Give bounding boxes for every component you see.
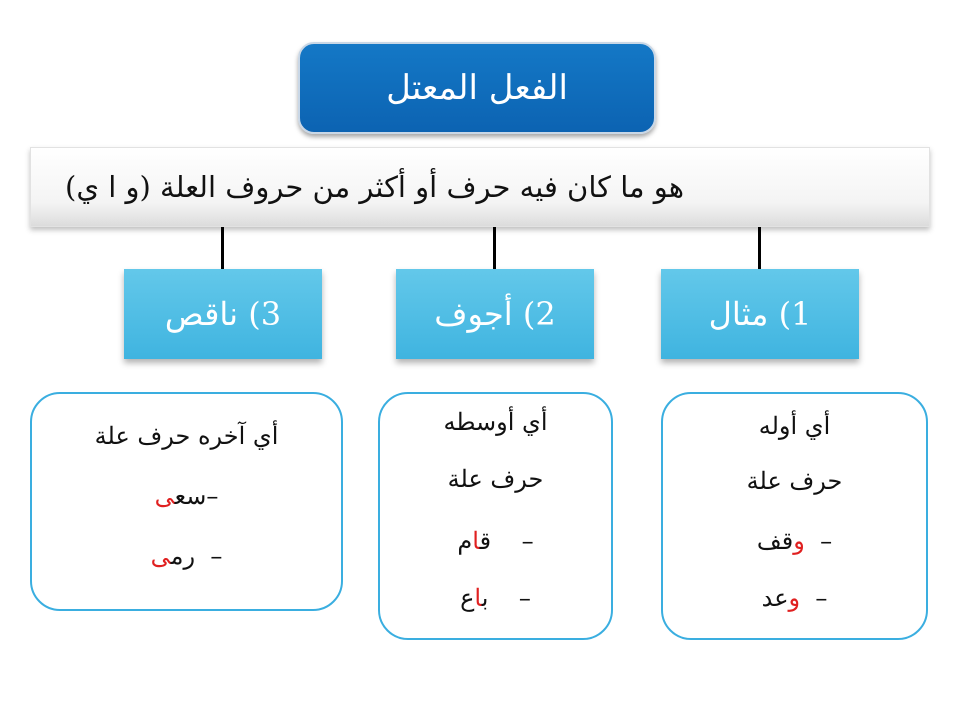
category-mithal — [661, 269, 859, 359]
description-line: حرف علة — [746, 467, 843, 495]
category-label: 2) أجوف — [434, 295, 556, 333]
word-rest: قف — [756, 527, 794, 555]
vowel-letter: و — [793, 527, 805, 555]
word-start: ق — [479, 527, 492, 555]
dash: – — [518, 584, 531, 612]
dash: – — [815, 584, 828, 612]
example-word — [32, 542, 341, 570]
definition-bar — [30, 147, 930, 227]
description-line: أي آخره حرف علة — [94, 422, 279, 450]
category-label: 3) ناقص — [164, 295, 282, 333]
category-naqis — [124, 269, 322, 359]
title-box — [298, 42, 656, 134]
connector-line-2 — [493, 227, 496, 269]
word-rest: عد — [761, 584, 789, 612]
description-line: حرف علة — [447, 465, 544, 493]
connector-line-3 — [221, 227, 224, 269]
vowel-letter: ى — [150, 542, 171, 570]
vowel-letter: ا — [472, 527, 480, 555]
description-line: أي أوسطه — [443, 408, 548, 436]
word-start: سع — [174, 482, 207, 510]
definition-text: هو ما كان فيه حرف أو أكثر من حروف العلة (و ا ي) — [65, 170, 685, 204]
dash: – — [210, 542, 223, 570]
example-word — [380, 584, 611, 612]
example-box-naqis — [30, 392, 343, 611]
description-line: أي أوله — [758, 412, 831, 440]
connector-line-1 — [758, 227, 761, 269]
vowel-letter: و — [788, 584, 801, 612]
dash: – — [206, 482, 219, 510]
vowel-letter: ا — [474, 584, 482, 612]
word-end: م — [457, 527, 473, 555]
example-word — [32, 482, 341, 510]
dash: – — [820, 527, 833, 555]
word-start: رم — [170, 542, 196, 570]
category-label: 1) مثال — [708, 295, 812, 333]
category-ajwaf — [396, 269, 594, 359]
example-box-ajwaf — [378, 392, 613, 640]
example-word — [380, 527, 611, 555]
vowel-letter: ى — [154, 482, 175, 510]
word-start: ب — [481, 584, 489, 612]
example-box-mithal — [661, 392, 928, 640]
example-word — [663, 584, 926, 612]
dash: – — [521, 527, 534, 555]
page-title: الفعل المعتل — [386, 68, 568, 108]
word-end: ع — [460, 584, 475, 612]
example-word — [663, 527, 926, 555]
